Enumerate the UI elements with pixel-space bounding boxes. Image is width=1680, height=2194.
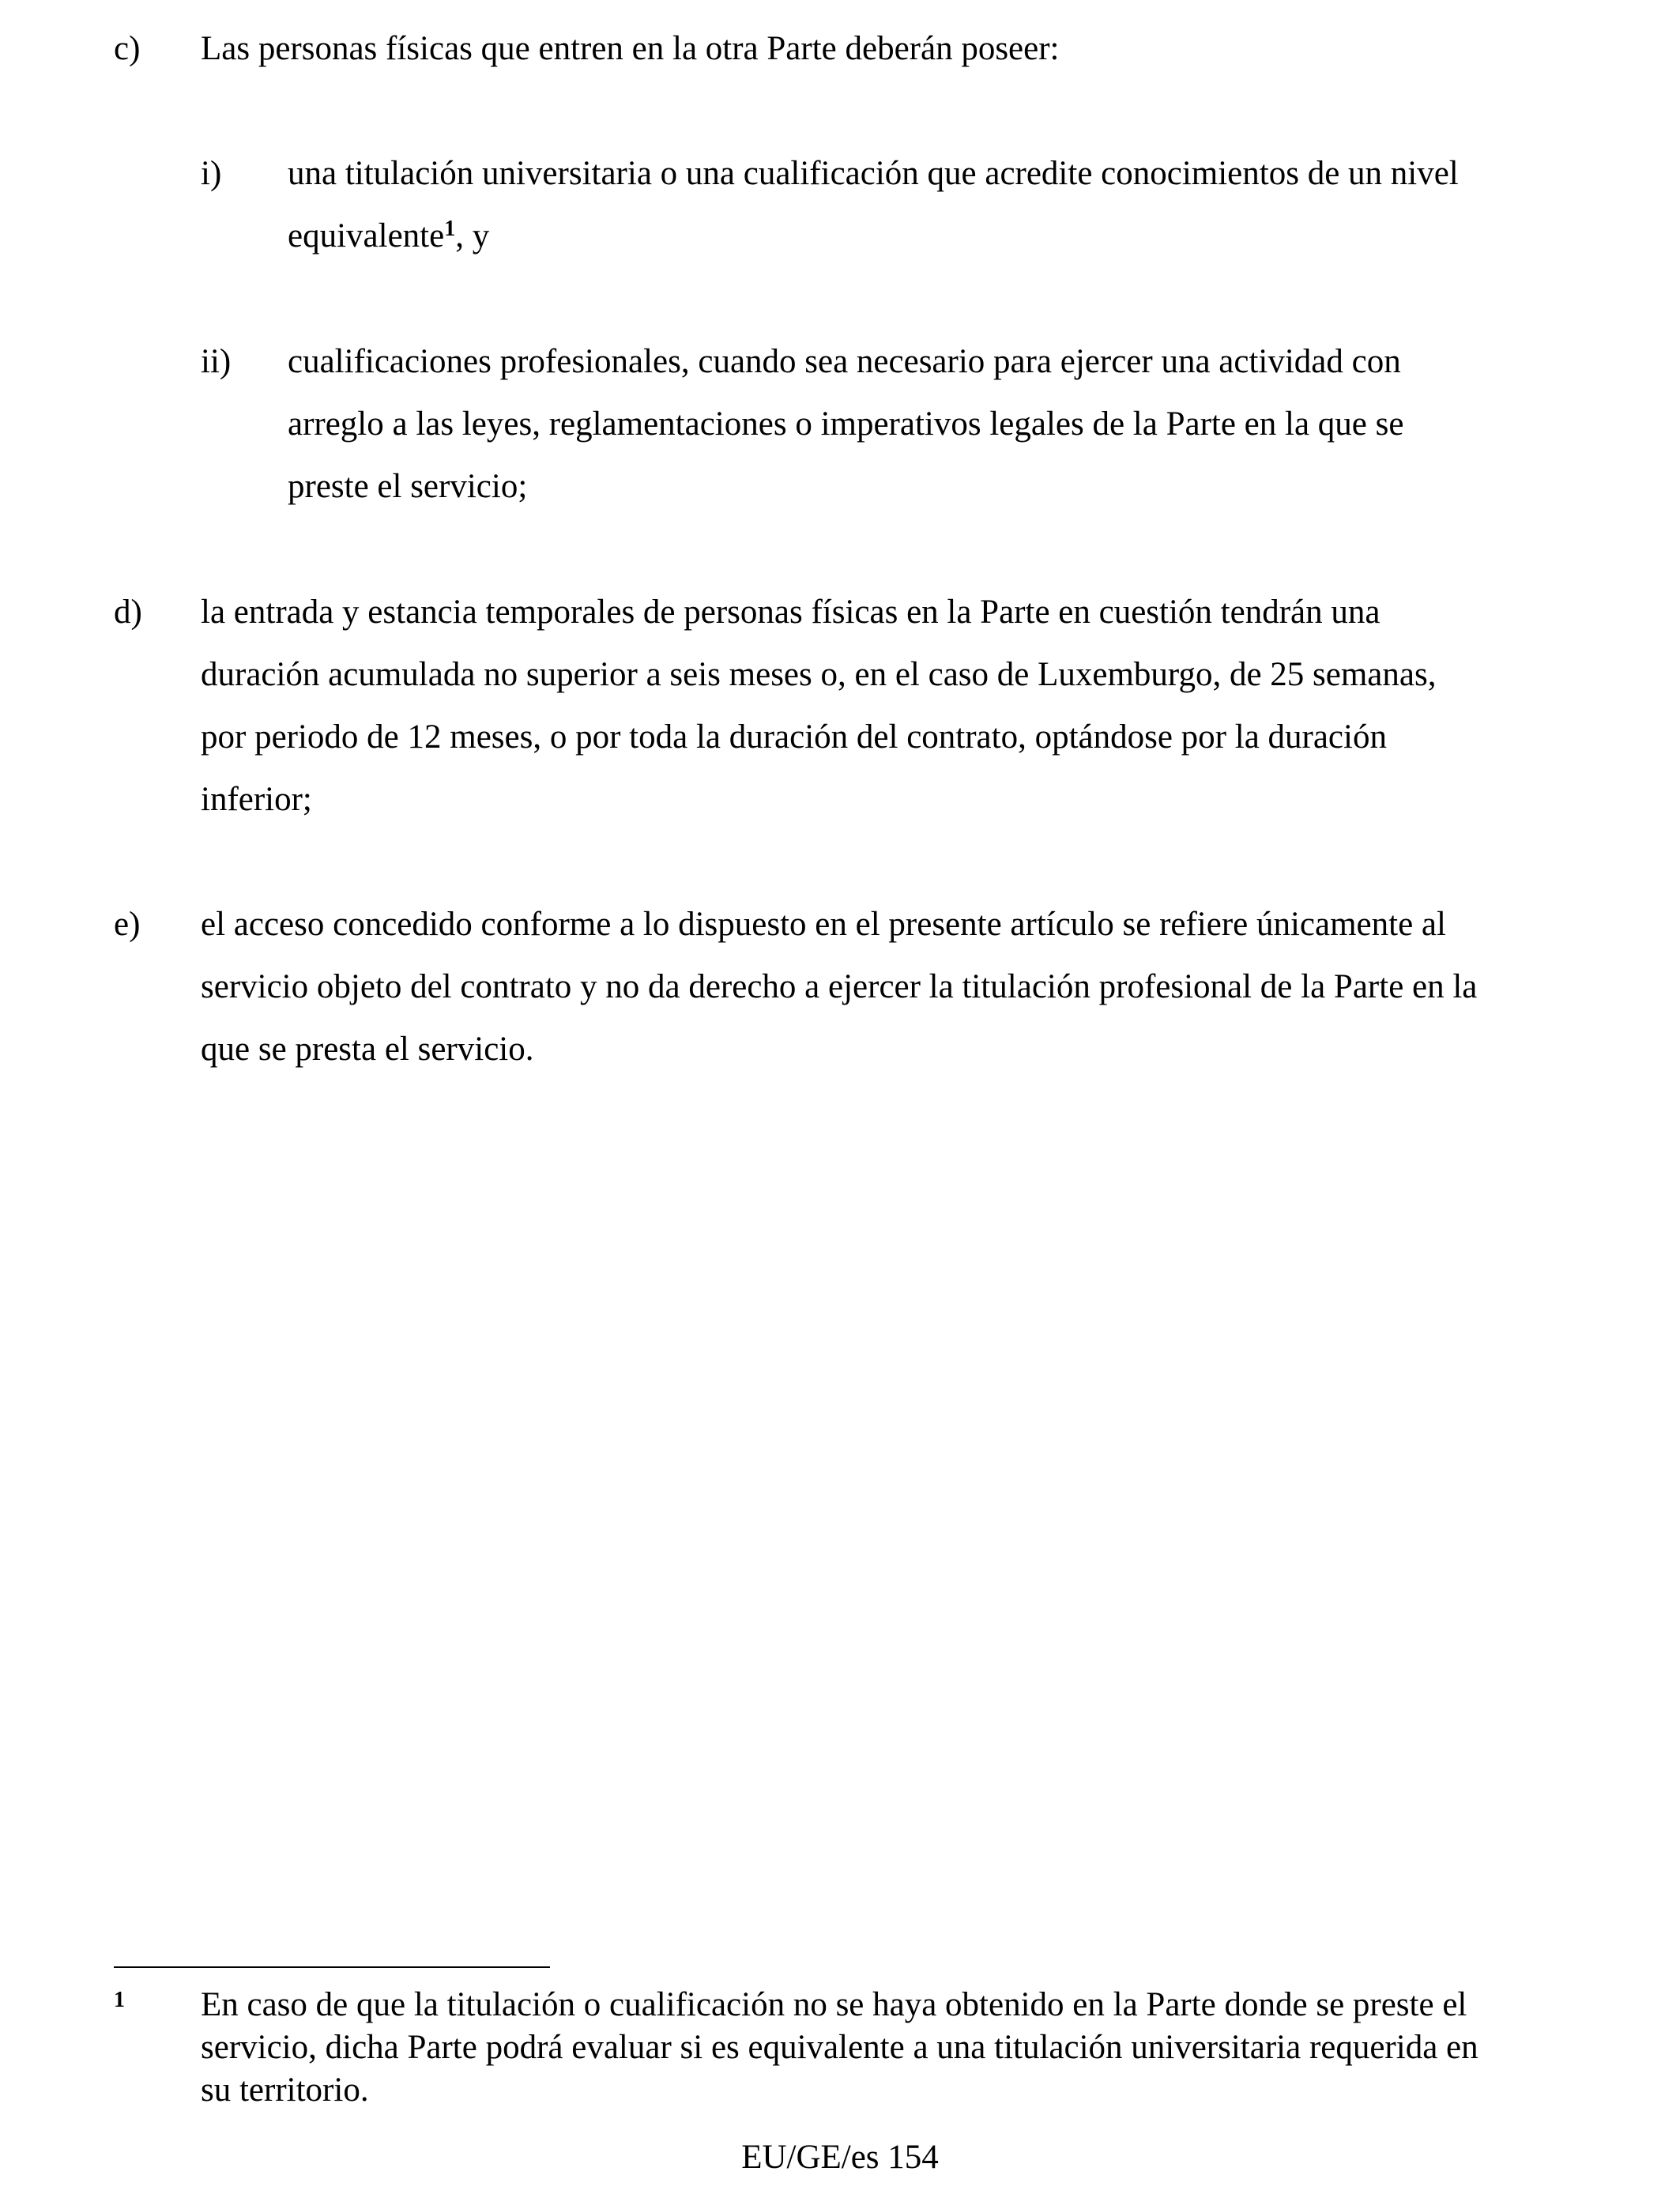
- footnote-line-3: su territorio.: [201, 2071, 369, 2109]
- page-reference: EU/GE/es 154: [741, 2139, 939, 2176]
- item-label-c: c): [114, 30, 141, 67]
- item-i-line-2: [288, 205, 489, 267]
- item-ii-line-2: arreglo a las leyes, reglamentaciones o imperativos legales de la Parte en la que se: [288, 405, 1404, 443]
- item-label-e: e): [114, 906, 141, 943]
- item-e-line-1: el acceso concedido conforme a lo dispuesto en el presente artículo se refiere únicamente al: [201, 906, 1446, 943]
- footnote-text: [201, 1984, 1591, 2112]
- footnote-line-1: En caso de que la titulación o cualificación no se haya obtenido en la Parte donde se preste el: [201, 1986, 1467, 2023]
- item-i-line-2-text: equivalente: [288, 217, 445, 254]
- footnote-marker: 1: [114, 1988, 125, 2012]
- item-ii-line-1: cualificaciones profesionales, cuando sea necesario para ejercer una actividad con: [288, 343, 1401, 380]
- item-d-line-4: inferior;: [201, 781, 312, 818]
- item-d-line-3: por periodo de 12 meses, o por toda la duración del contrato, optándose por la duración: [201, 718, 1387, 756]
- item-e-line-3: que se presta el servicio.: [201, 1031, 534, 1068]
- footnote-reference[interactable]: 1: [444, 217, 456, 241]
- footnote-separator: [114, 1966, 550, 1968]
- item-label-d: d): [114, 594, 142, 631]
- item-d-line-2: duración acumulada no superior a seis meses o, en el caso de Luxemburgo, de 25 semanas,: [201, 656, 1437, 693]
- item-e-line-2: servicio objeto del contrato y no da derecho a ejercer la titulación profesional de la Parte en la: [201, 968, 1478, 1005]
- item-i-line-1: una titulación universitaria o una cualificación que acredite conocimientos de un nivel: [288, 155, 1459, 192]
- item-i-line-2-tail: , y: [455, 217, 490, 254]
- item-ii-line-3: preste el servicio;: [288, 468, 528, 505]
- item-label-ii: ii): [201, 343, 232, 380]
- item-d-line-1: la entrada y estancia temporales de personas físicas en la Parte en cuestión tendrán una: [201, 594, 1381, 631]
- footnote-line-2: servicio, dicha Parte podrá evaluar si es equivalente a una titulación universitaria requerida en: [201, 2029, 1478, 2066]
- item-label-i: i): [201, 155, 222, 192]
- item-c-line-1: Las personas físicas que entren en la otra Parte deberán poseer:: [201, 30, 1060, 67]
